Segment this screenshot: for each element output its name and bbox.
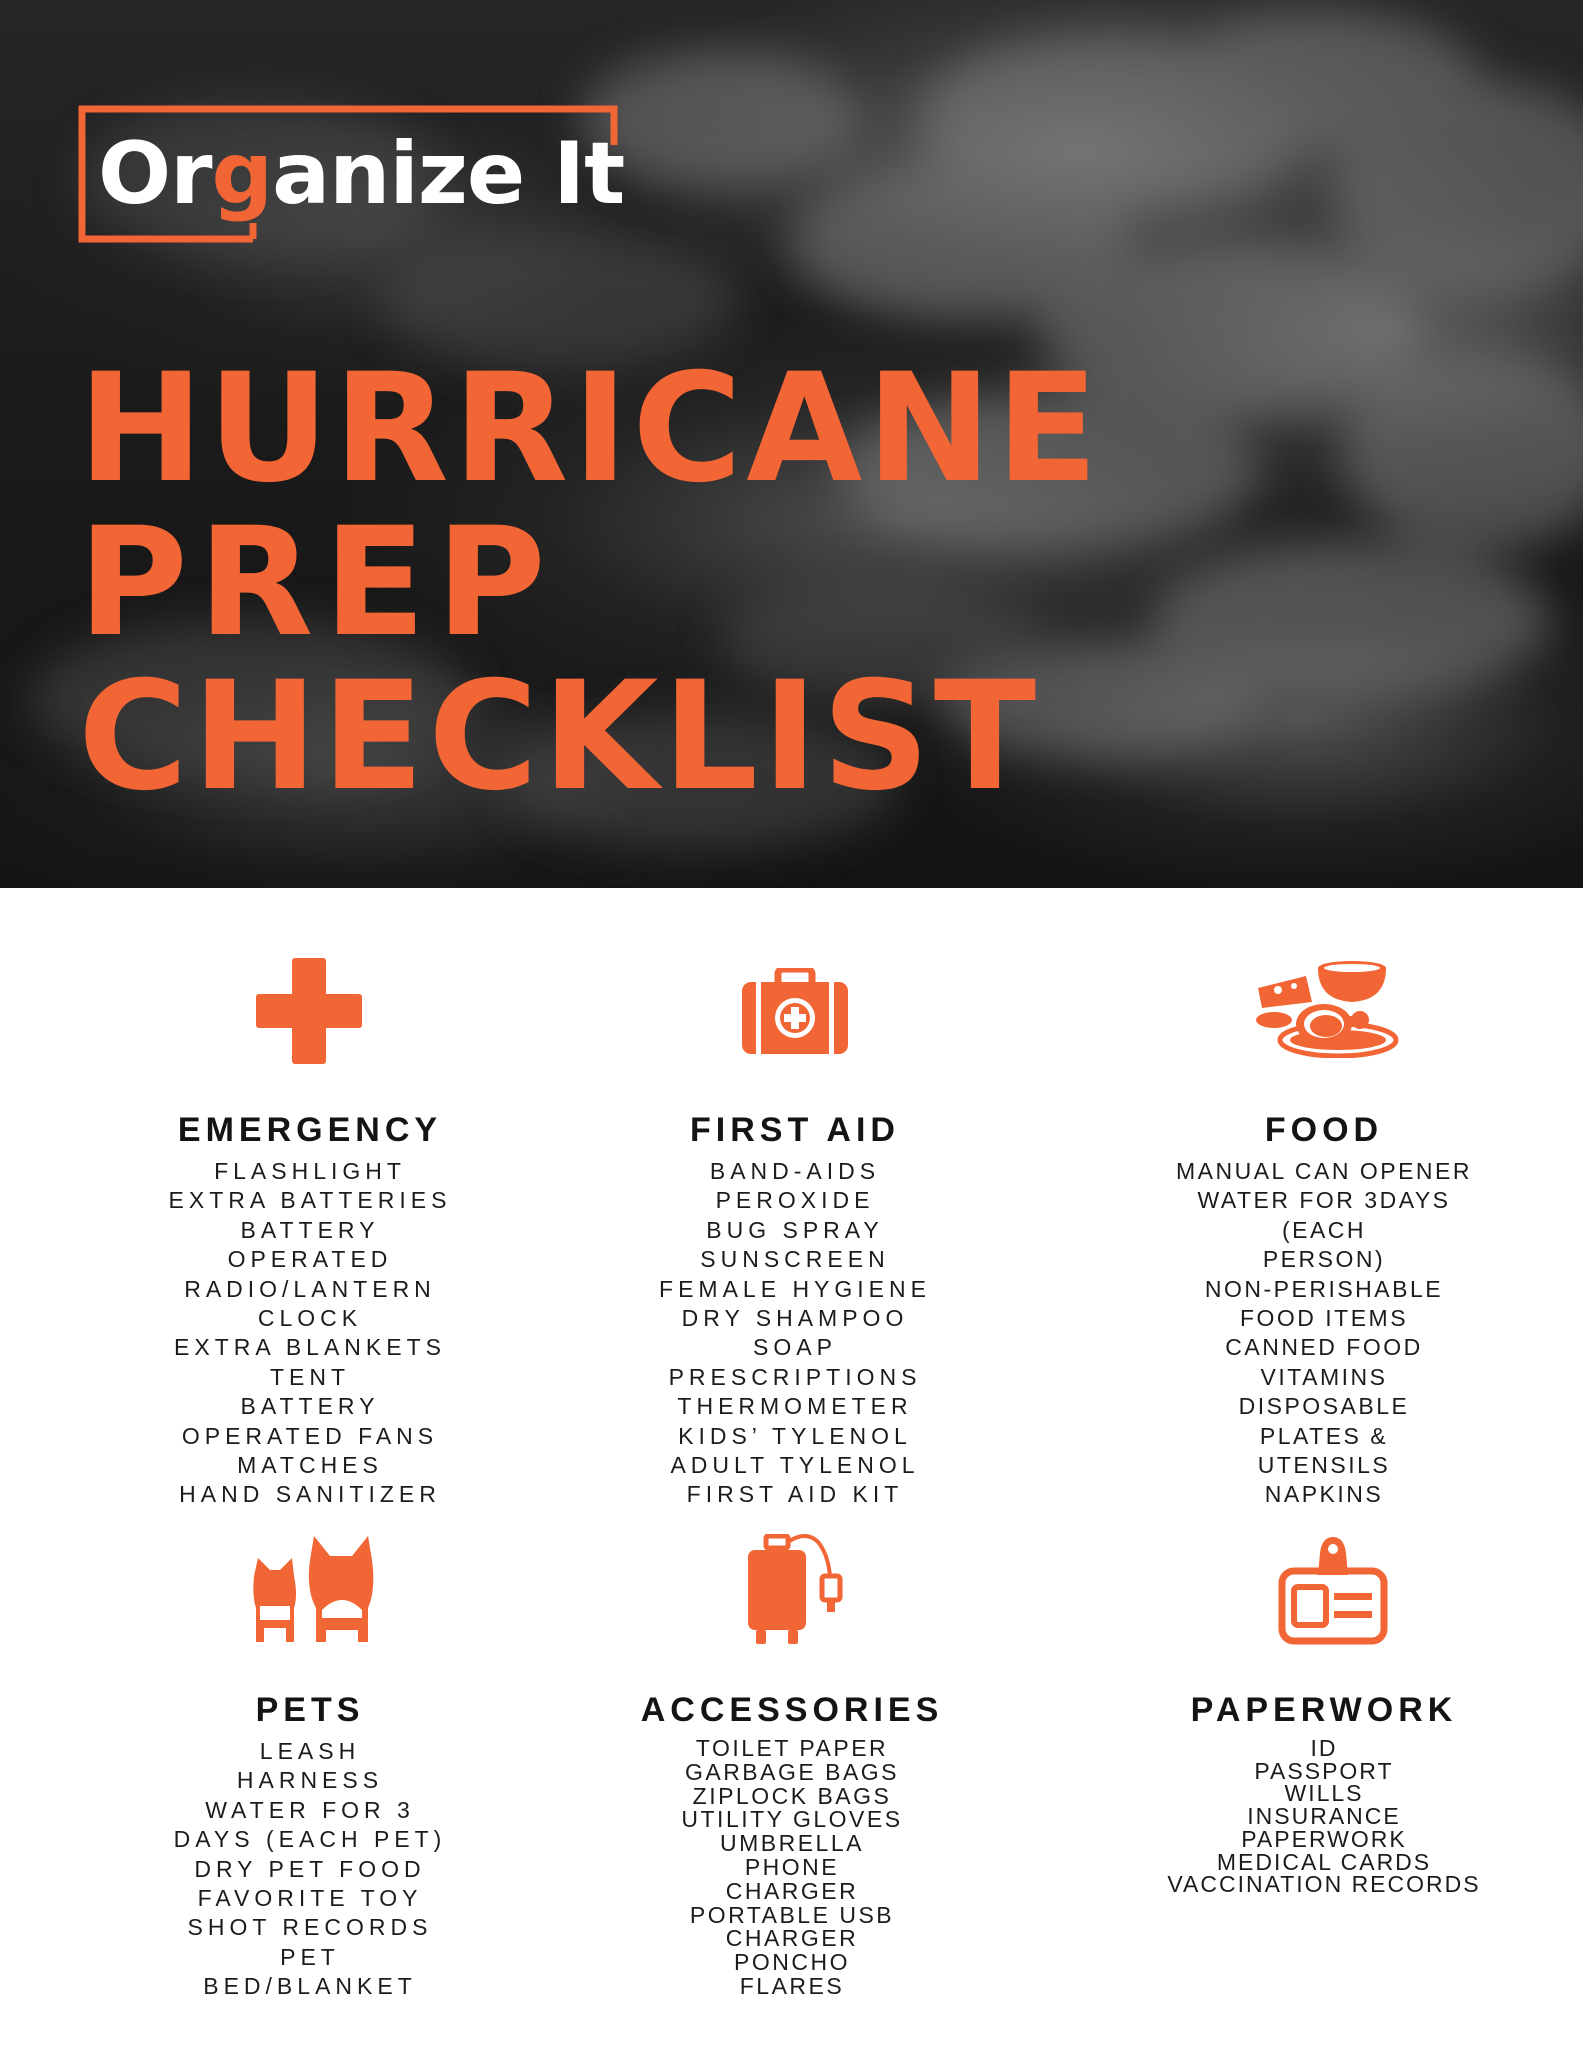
checklist [70, 1157, 550, 1510]
list-item: RADIO/LANTERN [184, 1275, 436, 1302]
logo-accent-letter: g [211, 124, 273, 224]
list-item: OPERATED FANS [181, 1422, 439, 1449]
section-food [1084, 1110, 1564, 1510]
list-item: LEASH [259, 1738, 361, 1764]
list-item: VACCINATION RECORDS [1167, 1871, 1481, 1898]
list-item: SHOT RECORDS [187, 1914, 433, 1941]
checklist [1084, 1737, 1564, 1896]
list-item: CANNED FOOD [1225, 1334, 1423, 1361]
list-item: BUG SPRAY [706, 1216, 884, 1243]
list-item: EXTRA BATTERIES [168, 1187, 452, 1214]
list-item: PONCHO [734, 1949, 850, 1976]
list-item: FLARES [739, 1972, 845, 1999]
list-item: PRESCRIPTIONS [668, 1363, 922, 1390]
list-item: UMBRELLA [720, 1830, 864, 1857]
list-item: THERMOMETER [677, 1393, 913, 1420]
title-line-3: CHECKLIST [78, 650, 1041, 824]
section-pets [70, 1690, 550, 2002]
list-item: DAYS (EACH PET) [173, 1826, 447, 1853]
list-item: FAVORITE TOY [197, 1885, 423, 1912]
list-item: DRY PET FOOD [194, 1855, 426, 1882]
list-item: PHONE [744, 1853, 840, 1880]
food-plate-icon [1248, 958, 1400, 1058]
list-item: SUNSCREEN [700, 1246, 890, 1273]
list-item: PASSPORT [1254, 1757, 1394, 1784]
checklist [552, 1737, 1032, 1999]
checklist [1084, 1157, 1564, 1510]
list-item: NAPKINS [1264, 1481, 1384, 1508]
organize-it-logo [78, 105, 625, 245]
list-item: GARBAGE BAGS [684, 1758, 900, 1785]
list-item: INSURANCE [1247, 1803, 1401, 1830]
page-title [78, 342, 1103, 824]
section-first-aid [555, 1110, 1035, 1510]
section-heading: PAPERWORK [1190, 1691, 1458, 1729]
first-aid-kit-icon [742, 968, 848, 1054]
list-item: FLASHLIGHT [214, 1158, 406, 1184]
list-item: NON-PERISHABLE [1204, 1275, 1444, 1302]
list-item: MANUAL CAN OPENER [1176, 1158, 1472, 1184]
list-item: PERSON) [1262, 1246, 1386, 1273]
section-heading: FOOD [1264, 1111, 1384, 1149]
pets-icon [250, 1536, 376, 1644]
section-emergency [70, 1110, 550, 1510]
list-item: TENT [269, 1363, 351, 1390]
list-item: ZIPLOCK BAGS [692, 1782, 892, 1809]
checklist [70, 1737, 550, 2002]
id-badge-icon [1278, 1535, 1388, 1645]
list-item: FEMALE HYGIENE [659, 1275, 931, 1302]
list-item: BAND-AIDS [709, 1158, 881, 1184]
list-item: PEROXIDE [715, 1187, 875, 1214]
section-accessories [552, 1690, 1032, 1999]
section-heading: PETS [255, 1691, 365, 1729]
section-heading: FIRST AID [690, 1111, 900, 1149]
list-item: CHARGER [725, 1877, 859, 1904]
list-item: VITAMINS [1260, 1363, 1388, 1390]
list-item: ID [1310, 1735, 1338, 1761]
list-item: DISPOSABLE [1238, 1393, 1410, 1420]
power-bank-icon [748, 1534, 852, 1646]
hero-banner [0, 0, 1583, 888]
list-item: HARNESS [236, 1767, 384, 1794]
list-item: (EACH [1281, 1216, 1367, 1243]
list-item: CHARGER [725, 1925, 859, 1952]
logo-suffix: anize It [272, 124, 625, 224]
list-item: CLOCK [257, 1305, 363, 1332]
section-heading: ACCESSORIES [640, 1691, 944, 1729]
list-item: MATCHES [237, 1452, 383, 1479]
list-item: BATTERY [240, 1393, 380, 1420]
list-item: MEDICAL CARDS [1216, 1848, 1432, 1875]
list-item: DRY SHAMPOO [681, 1305, 909, 1332]
list-item: WATER FOR 3DAYS [1197, 1187, 1451, 1214]
list-item: KIDS’ TYLENOL [678, 1422, 912, 1449]
list-item: WATER FOR 3 [205, 1796, 415, 1823]
list-item: BED/BLANKET [203, 1973, 417, 2000]
list-item: HAND SANITIZER [179, 1481, 441, 1508]
title-line-1: HURRICANE [78, 342, 1103, 516]
logo-prefix: Or [98, 124, 212, 224]
list-item: ADULT TYLENOL [670, 1452, 920, 1479]
list-item: SOAP [753, 1334, 837, 1361]
section-paperwork [1084, 1690, 1564, 1896]
logo-wordmark [98, 119, 624, 229]
list-item: OPERATED [227, 1246, 393, 1273]
list-item: PET [280, 1943, 340, 1970]
checklist [555, 1157, 1035, 1510]
list-item: PAPERWORK [1241, 1825, 1407, 1852]
list-item: PORTABLE USB [689, 1901, 895, 1928]
section-heading: EMERGENCY [177, 1111, 443, 1149]
list-item: WILLS [1284, 1780, 1364, 1807]
list-item: FOOD ITEMS [1239, 1305, 1409, 1332]
list-item: TOILET PAPER [695, 1735, 889, 1761]
cross-icon [256, 958, 362, 1064]
list-item: BATTERY [240, 1216, 380, 1243]
title-line-2: PREP [78, 496, 556, 670]
list-item: UTENSILS [1257, 1452, 1391, 1479]
list-item: EXTRA BLANKETS [174, 1334, 446, 1361]
list-item: PLATES & [1259, 1422, 1389, 1449]
list-item: FIRST AID KIT [686, 1481, 904, 1508]
list-item: UTILITY GLOVES [681, 1806, 903, 1833]
